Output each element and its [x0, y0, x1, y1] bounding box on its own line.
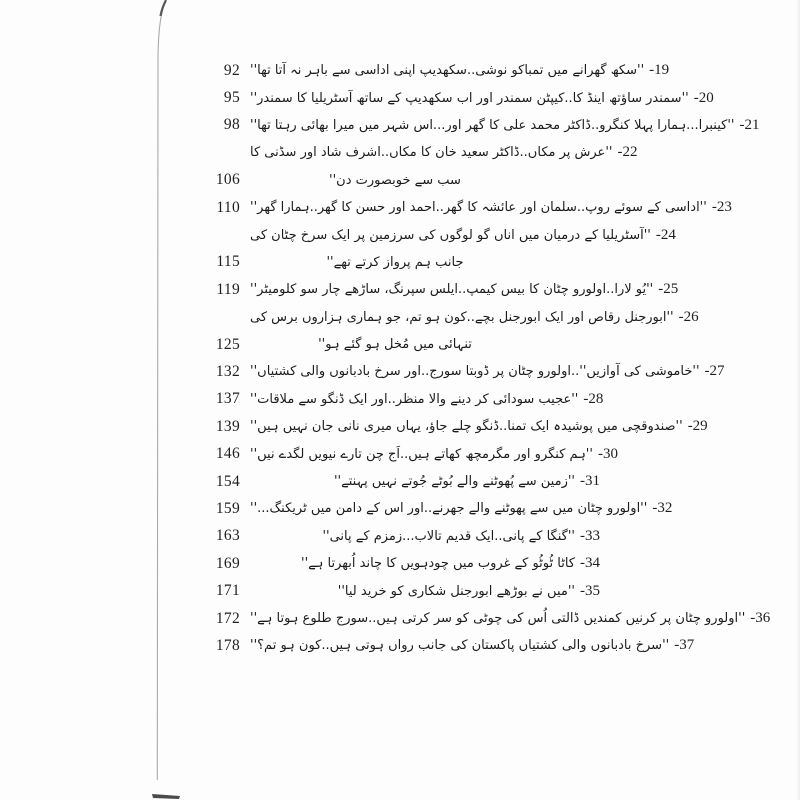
toc-row [162, 413, 708, 440]
page-number: 172 [215, 609, 240, 627]
entry-number: -34 [580, 555, 600, 572]
page-number: 178 [215, 636, 240, 654]
page-number: 110 [216, 198, 240, 216]
entry-title: جانب ہم پرواز کرتے تھے'' [326, 254, 464, 270]
toc-row [162, 550, 614, 577]
entry-title: ''اداسی کے سوئے روپ..سلمان اور عائشہ کا گھر..احمد اور حسن کا گھر..ہمارا گھر'' [250, 200, 707, 216]
entry-number: -28 [583, 390, 604, 407]
fold-line-bottom-smudge [152, 794, 180, 799]
entry-title: ''عرش پر مکاں..ڈاکٹر سعید خان کا مکاں..اشرف شاد اور سڈنی کا [250, 145, 613, 161]
entry-number: -31 [580, 473, 600, 490]
toc-row [162, 112, 760, 139]
entry-title: ''زمین سے پُھوٹنے والے بُوٹے جُوتے نہیں پہنتے'' [333, 474, 575, 490]
page-number: 132 [215, 362, 240, 380]
entry-number: -22 [617, 144, 638, 161]
toc-row [162, 358, 725, 385]
toc-row [162, 84, 714, 111]
page-number: 95 [223, 89, 240, 107]
toc-row [162, 440, 618, 467]
toc-row [162, 221, 676, 248]
entry-title: تنہائی میں مُخل ہو گئے ہو'' [318, 337, 472, 353]
toc-row [162, 331, 614, 358]
entry-number: -19 [649, 62, 670, 79]
page-number: 154 [215, 472, 240, 490]
entry-title: ''اولورو چٹان میں سے پھوٹنے والے جھرنے..اور اس کے دامن میں ٹریکنگ...'' [250, 501, 648, 517]
toc-row [162, 632, 695, 659]
toc-row [162, 276, 679, 303]
entry-number: -33 [580, 527, 600, 544]
entry-number: -24 [655, 226, 676, 243]
entry-title: ''خاموشی کی آوازیں''..اولورو چٹان پر ڈوبتا سورج..اور سرخ بادبانوں والی کشتیاں'' [250, 364, 700, 380]
toc-row [162, 468, 614, 495]
entry-title: ''آسٹریلیا کے درمیان میں اناں گو لوگوں کی سرزمین پر ایک سرخ چٹان کی [250, 227, 651, 243]
page-number: 139 [215, 417, 240, 435]
page-number: 92 [223, 61, 240, 79]
page-number: 125 [215, 335, 240, 353]
page-number: 137 [215, 390, 240, 408]
entry-title: ''گنگا کے پانی..ایک قدیم تالاب...زمزم کے پانی'' [322, 528, 575, 544]
entry-number: -36 [750, 610, 771, 626]
entry-title: ''ابورجنل رقاص اور ایک ابورجنل بچے..کون ہو تم، جو ہماری ہزاروں برس کی [250, 309, 674, 325]
toc-row [162, 57, 670, 84]
entry-title: ''سکھ گھرانے میں تمباکو نوشی..سکھدیپ اپنی اداسی سے باہر نہ آتا تھا'' [250, 63, 645, 79]
entry-title: ''عجیب سودائی کر دینے والا منظر..اور ایک ڈنگو سے ملاقات'' [250, 391, 579, 407]
entry-number: -29 [687, 418, 708, 435]
entry-title: سب سے خوبصورت دن'' [329, 172, 461, 188]
page-number: 98 [223, 116, 240, 134]
entry-number: -37 [674, 637, 695, 654]
entry-title: ''میں نے بوڑھے ابورجنل شکاری کو خرید لیا'' [337, 583, 575, 599]
toc-row [162, 605, 771, 632]
toc-row [162, 167, 614, 194]
toc-list [162, 57, 771, 660]
entry-title: ''صندوقچی میں پوشیدہ ایک تمنا..ڈنگو چلے جاؤ، یہاں میری نانی جان نہیں ہیں'' [250, 419, 683, 435]
entry-title: ''ہم کنگرو اور مگرمچھ کھاتے ہیں..اَج چن تارے نیویں لگدے نیں'' [250, 446, 593, 462]
entry-number: -30 [597, 445, 618, 462]
entry-title: ''اولورو چٹان پر کرنیں کمندیں ڈالتی اُس کی چوٹی کو سر کرتی ہیں..سورج طلوع ہوتا ہے'' [250, 611, 746, 626]
page-number: 119 [216, 280, 240, 298]
page-number: 171 [215, 582, 240, 600]
entry-number: -20 [693, 89, 714, 106]
toc-row [162, 249, 614, 276]
entry-number: -23 [711, 199, 732, 216]
fold-line-top-tip [161, 0, 167, 16]
toc-row [162, 194, 732, 221]
entry-number: -27 [704, 363, 725, 380]
toc-row [162, 523, 614, 550]
entry-number: -35 [580, 582, 600, 599]
page-number: 146 [215, 445, 240, 463]
entry-title: ''کینبرا...ہمارا پہلا کنگرو..ڈاکٹر محمد علی کا گھر اور...اس شہر میں میرا بھائی رہتا تھا'' [250, 117, 735, 133]
entry-number: -32 [652, 500, 673, 517]
page-number: 163 [215, 527, 240, 545]
toc-row [162, 386, 614, 413]
toc-row [162, 304, 699, 331]
page-number: 169 [215, 554, 240, 572]
entry-title: ''سرخ بادبانوں والی کشتیاں پاکستان کی جانب رواں ہوتی ہیں..کون ہو تم؟'' [250, 638, 670, 654]
entry-number: -21 [739, 116, 760, 133]
entry-title: کاٹا ٹُوٹُو کے غروب میں چودہویں کا چاند اُبھرتا ہے'' [301, 556, 575, 572]
entry-number: -25 [658, 281, 679, 298]
page-number: 115 [216, 253, 240, 271]
entry-title: ''سمندر ساؤتھ اینڈ کا..کیپٹن سمندر اور اب سکھدیپ کے ساتھ آسٹریلیا کا سمندر'' [250, 90, 689, 106]
page-number: 159 [215, 499, 240, 517]
entry-title: ''یُو لارا..اولورو چٹان کا بیس کیمپ..ایلس سپرنگ، ساڑھے چار سو کلومیٹر'' [250, 282, 654, 298]
toc-row [162, 139, 638, 166]
entry-number: -26 [678, 308, 699, 325]
toc-row [162, 577, 614, 604]
page-number: 106 [215, 171, 240, 189]
page-right-edge-shadow [796, 0, 800, 800]
toc-row [162, 495, 673, 522]
